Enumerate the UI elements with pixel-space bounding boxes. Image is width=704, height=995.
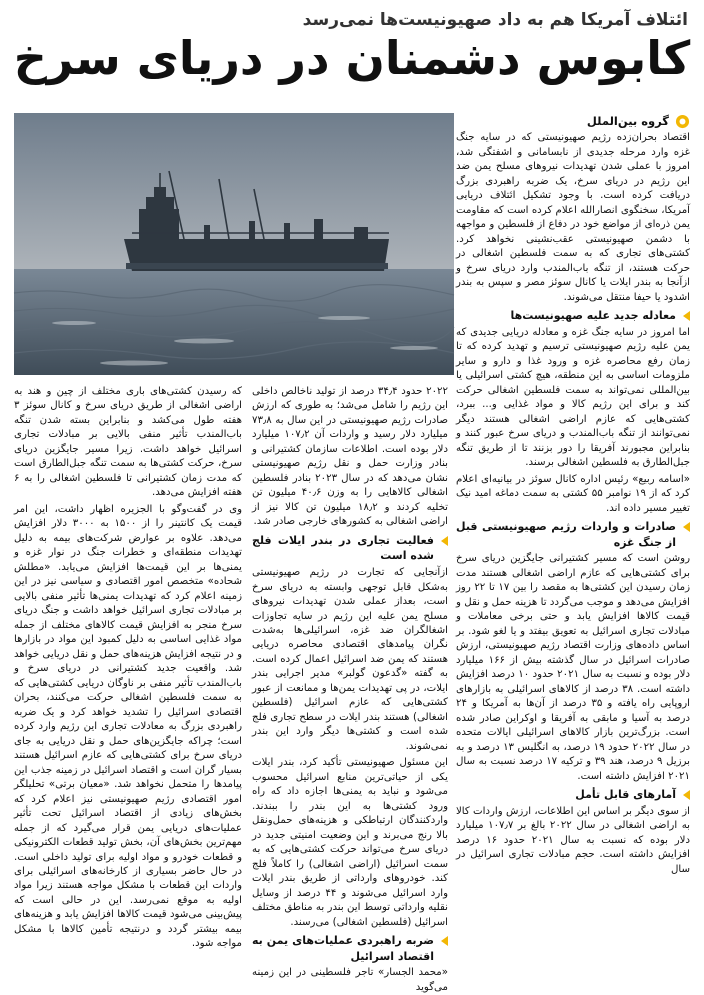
- paragraph: ازآنجایی که تجارت در رژیم صهیونیستی به‌شکل قابل توجهی وابسته به دریای سرخ است، بعداز عملی شدن تهدیدات نیروهای مسلح یمن علیه این رژیم در سایه تجاوزات اشغالگران ضد غزه، اسرائیلی‌ها به‌شدت نگران پیامدهای اقتصادی محاصره دریایی هستند که یمن ضد اسرائیل اعمال کرده است. به گفته «گدعون گولبر» مدیر اجرایی بندر ایلات، در پی تهدیدات یمن‌ها و ممانعت از عبور کشتی‌هایی که عازم اسرائیل (فلسطین اشغالی) هستند بندر ایلات در سطح تجاری فلج شده است و کشتی‌ها دیگر وارد این بندر نمی‌شوند.: [252, 567, 448, 752]
- tanker-ship-photo: [14, 113, 454, 375]
- intro-paragraph: اقتصاد بحران‌زده رژیم صهیونیستی که در سایه جنگ غزه وارد مرحله جدیدی از نابسامانی و اشفتگی شد، امروز با عملی شدن تهدیدات نیروهای مسلح یمن ضد این رژیم در دریای سرخ، یک ضربه راهبردی بزرگ دریافت کرده است. با وجود تشکیل ائتلاف دریایی آمریکا، سخنگوی انصارالله اعلام کرده است که مقاومت یمن ذره‌ای از مواضع خود در دفاع از فلسطین و مواجهه با دشمن صهیونیستی عقب‌نشینی نخواهد کرد. کشتی‌های تجاری که به سمت فلسطین اشغالی در حرکت هستند، از تنگه باب‌المندب وارد دریای سرخ و ازآنجا به بندر ایلات یا کانال سوئز مصر و سپس به بندر اشدود یا حیفا منتقل می‌شوند.: [456, 132, 690, 303]
- paragraph: «محمد الجسار» تاجر فلسطینی در این زمینه می‌گوید: [252, 967, 448, 993]
- headline: کابوس دشمنان در دریای سرخ: [13, 31, 691, 85]
- paragraph: اما امروز در سایه جنگ غزه و معادله دریایی جدیدی که یمن علیه رژیم صهیونیستی ترسیم و تهدید کرده که تا زمان رفع محاصره غزه و ورود غذا و دارو و سایر ملزومات اساسی به این منطقه، هیچ کشتی اسرائیلی یا بین‌المللی نمی‌تواند به سمت فلسطین اشغالی حرکت کند و برای این رژیم کالا و مواد غذایی و... ببرد، کشتی‌هایی که عازم اراضی اشغالی هستند دیگر نمی‌توانند از تنگه باب‌المندب و دریای سرخ عبور کنند و بنابراین مجبورند آفریقا را دور بزنند تا از طریق تنگه جبل‌الطارق به فلسطین اشغالی برسند.: [456, 326, 690, 469]
- paragraph: که رسیدن کشتی‌های باری مختلف از چین و هند به اراضی اشغالی از طریق دریای سرخ و کانال سوئز ۳ هفته طول می‌کشد و بنابراین بسته شدن تنگه باب‌المندب تأثیر منفی بالایی بر مبادلات تجاری اسرائیل خواهد داشت. زیرا مسیر جایگزین دریای سرخ، حرکت کشتی‌ها به سمت تنگه جبل‌الطارق است که مدت زمان کشتیرانی تا فلسطین اشغالی را به ۶ هفته افزایش می‌دهد.: [14, 386, 242, 499]
- left-column: [14, 385, 242, 950]
- paragraph: ۲۰۲۲ حدود ۳۴٫۴ درصد از تولید ناخالص داخلی این رژیم را شامل می‌شد؛ به طوری که ارزش صادرات رژیم صهیونیستی در این سال به ۷۳٫۸ میلیارد دلار رسید و واردات آن ۱۰۷٫۲ میلیارد دلار بوده است. اطلاعات سازمان کشتیرانی و بنادر وزارت حمل و نقل رژیم صهیونیستی نشان می‌دهد که در سال ۲۰۲۳ بنادر فلسطین اشغالی کالاهایی را به وزن ۴۰٫۶ میلیون تن تخلیه کردند و ۱۸٫۲ میلیون تن کالا نیز از اراضی اشغالی به کشورهای خارجی صادر شد.: [252, 386, 448, 528]
- desk-logo-icon: [675, 114, 690, 129]
- subhead-strategic-blow: ضربه راهبردی عملیات‌های یمن به اقتصاد اسرائیل: [252, 933, 448, 964]
- paragraph: «اسامه ربیع» رئیس اداره کانال سوئز در بیانیه‌ای اعلام کرد که از ۱۹ نوامبر ۵۵ کشتی به سمت دماغه امید نیک تغییر مسیر داده اند.: [456, 473, 690, 514]
- paragraph: از سوی دیگر بر اساس این اطلاعات، ارزش واردات کالا به اراضی اشغالی در سال ۲۰۲۲ بالغ بر ۱۰۷٫۷ میلیارد دلار بوده که نسبت به سال ۲۰۲۱ حدود ۱۶ درصد افزایش داشته است. حجم مبادلات تجاری اسرائیل در سال: [456, 805, 691, 875]
- kicker: ائتلاف آمریکا هم به داد صهیونیست‌ها نمی‌رسد: [302, 10, 688, 30]
- right-column: [456, 113, 690, 933]
- byline-text: گروه بین‌الملل: [586, 114, 669, 128]
- subhead-eilat-port: فعالیت تجاری در بندر ایلات فلج شده است: [252, 533, 448, 564]
- paragraph: روشن است که مسیر کشتیرانی جایگزین دریای سرخ برای کشتی‌هایی که عازم اراضی اشغالی هستند مدت زمان رسیدن این کشتی‌ها به مقصد را بین ۱۷ تا ۲۲ روز افزایش می‌دهد و موجب می‌گردد تا هزینه حمل و نقل و قیمت کالاها افزایش یابد و حتی برخی معاملات و مبادلات تجاری اسرائیل به تعویق بیفتد و یا لغو شود. بر اساس داده‌های وزارت اقتصاد رژیم صهیونیستی، ارزش صادرات اسرائیل در سال گذشته بیش از ۱۶۶ میلیارد دلار بوده و نسبت به سال ۲۰۲۱ حدود ۱۰ درصد افزایش داشته است. ۳۸ درصد از کالاهای اسرائیلی به بازارهای اروپایی راه یافته و ۳۵ درصد از آن‌ها به آمریکا و ۲۴ درصد به آسیا و مابقی به آفریقا و اوکراین صادر شده است. بزرگ‌ترین بازار کالاهای اسرائیلی ایالات متحده در سال ۲۰۲۲ حدود ۱۹ درصد، به انگلیس ۱۳ درصد و به برزیل ۹ درصد، هند ۳۹ و ترکیه ۱۷ درصد نسبت به سال ۲۰۲۱ افزایش داشته است.: [456, 553, 691, 782]
- subhead-statistics: آمارهای قابل تأمل: [456, 787, 690, 803]
- subhead-new-equation: معادله جدید علیه صهیونیست‌ها: [456, 308, 690, 324]
- subhead-trade-before-war: صادرات و واردات رژیم صهیونیستی قبل از جنگ غزه: [456, 519, 690, 550]
- byline: [456, 113, 690, 129]
- middle-column: [252, 385, 449, 993]
- paragraph: این مسئول صهیونیستی تأکید کرد، بندر ایلات یکی از حیاتی‌ترین منابع اسرائیل محسوب می‌شود و نباید به یمنی‌ها اجازه داد که راه ورود کشتی‌ها به این بندر را ببندند. واردکنندگان ارتباطکی و هزینه‌های حمل‌ونقل بالا رنج می‌برند و این وضعیت امنیتی جدید در دریای سرخ می‌تواند حرکت کشتی‌هایی که به سمت اسرائیل (اراضی اشغالی) را کاملاً فلج کند. خودروهای وارداتی از طریق بندر ایلات وارد اسرائیل می‌شوند و ۴۴ درصد از وسایل نقلیه وارداتی توسط این بندر به مناطق مختلف اسرائیل (فلسطین اشغالی) می‌رسند.: [252, 757, 449, 928]
- paragraph: وی در گفت‌وگو با الجزیره اظهار داشت، این امر قیمت یک کانتینر را از ۱۵۰۰ به ۳۰۰۰ دلار افزایش می‌دهد. علاوه بر عوارض شرکت‌های بیمه به دلیل تهدیدات منطقه‌ای و خطرات جنگ در نوار غزه و یمنی‌ها بر این قیمت‌ها افزایش می‌یابد. «مطلش شحاده» متخصص امور اقتصادی و سیاسی نیز در این زمینه اعلام کرد که تهدیدات یمنی‌ها تأثیر منفی بالایی بر مبادلات تجاری اسرائیل خواهد داشت و جنگ دریای سرخ منجر به افزایش قیمت کالاهای مختلف از جمله مواد غذایی اساسی به دلیل کمبود این مواد در بازارها و در نتیجه افزایش هزینه‌های حمل و نقل دریایی خواهد شد. واقعیت جدید کشتیرانی در دریای سرخ و باب‌المندب تأثیر منفی بر ناوگان دریایی کشتی‌هایی که به سمت فلسطین اشغالی حرکت می‌کنند، بحران اقتصادی اسرائیل را تشدید خواهد کرد و یک ضربه راهبردی بزرگ به معادلات تجاری این رژیم وارد کرده است؛ چراکه جایگزین‌های حمل و نقل دریایی به جای دریای سرخ برای کشتی‌هایی که عازم اسرائیل هستند بسیار گران است و اقتصاد اسرائیل در زمینه جذب این پیامدها را متحمل نخواهد شد. «معیان برتی» تحلیلگر امور اقتصادی رژیم صهیونیستی نیز اعلام کرد که بخش‌های زیادی از اقتصاد اسرائیل تحت تأثیر عملیات‌های دریایی یمن قرار می‌گیرد که از جمله مهم‌ترین بخش‌های آن، بخش تولید قطعات الکترونیکی و قطعات خودرو و مواد اولیه برای تولید داخلی است. در حال حاضر بسیاری از کارخانه‌های اسرائیلی برای واردات این قطعات با مشکل مواجه هستند زیرا مواد اولیه به موقع نمی‌رسد. این در حالی است که پیش‌بینی می‌شود قیمت کالاها افزایش یابد و هزینه‌های بیمه بیشتر گردد و درنتیجه تأمین کالاها با مشکل مواجه شود.: [14, 503, 242, 950]
